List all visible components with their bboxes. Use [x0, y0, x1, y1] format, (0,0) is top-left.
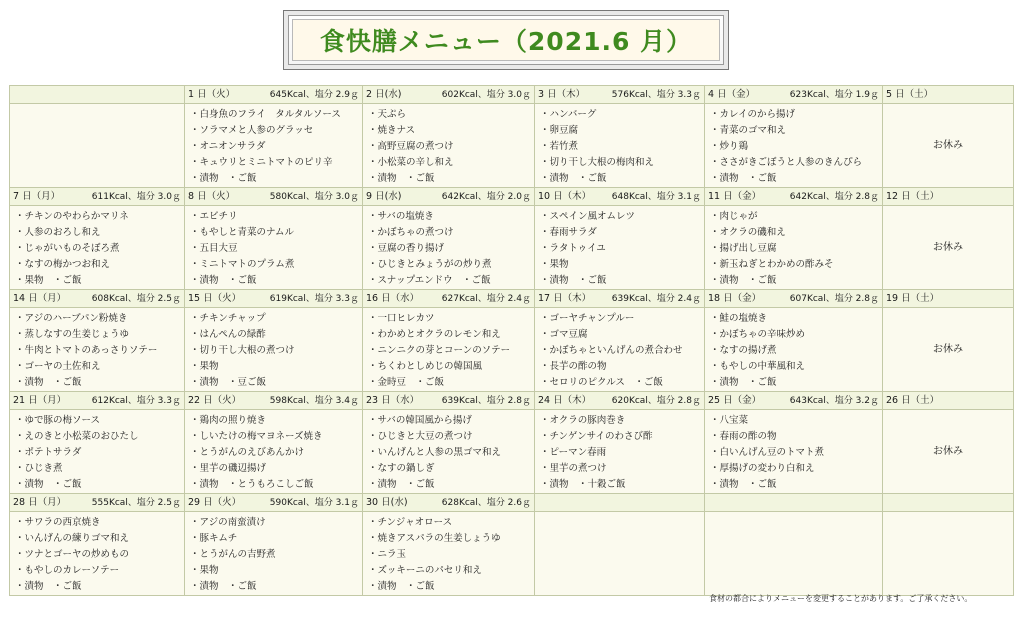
menu-item: ・チンジャオロース — [368, 517, 453, 528]
menu-item: ・ソラマメと人参のグラッセ — [190, 125, 314, 136]
menu-item: ・漬物 ・十穀ご飯 — [540, 479, 626, 490]
menu-item: ・わかめとオクラのレモン和え — [368, 329, 501, 340]
menu-item: ・ちくわとしめじの韓国風 — [368, 361, 483, 372]
title-plaque — [283, 10, 729, 70]
day-header-cell — [10, 494, 185, 512]
menu-item: ・春雨の酢の物 — [710, 431, 777, 442]
day-header-cell — [535, 494, 705, 512]
day-date: 9 日(水) — [366, 190, 402, 202]
menu-item: ・ラタトゥイユ — [540, 243, 606, 254]
menu-item: ・カレイのから揚げ — [710, 109, 796, 120]
day-menu-cell — [363, 308, 535, 392]
day-menu-cell — [705, 512, 883, 596]
day-date: 26 日（土） — [886, 394, 940, 406]
day-header — [185, 496, 362, 510]
day-menu-cell — [10, 104, 185, 188]
menu-item: ・ピーマン春雨 — [540, 447, 607, 458]
day-menu-cell — [363, 104, 535, 188]
day-header-cell — [10, 188, 185, 206]
menu-item: ・ツナとゴーヤの炒めもの — [15, 549, 130, 560]
day-header — [705, 292, 882, 306]
menu-item: ・セロリのピクルス ・ご飯 — [540, 377, 663, 388]
menu-list — [10, 410, 184, 493]
day-header-cell — [363, 392, 535, 410]
day-date: 18 日（金） — [708, 292, 762, 304]
day-menu-cell — [535, 512, 705, 596]
day-header — [535, 88, 704, 102]
day-menu-cell — [10, 308, 185, 392]
menu-item: ・果物 ・ご飯 — [15, 275, 82, 286]
menu-item: ・なすの鍋しぎ — [368, 463, 435, 474]
day-header — [363, 496, 534, 510]
menu-item: ・鶏肉の照り焼き — [190, 415, 267, 426]
menu-item: ・八宝菜 — [710, 415, 749, 426]
menu-list — [705, 104, 882, 187]
footnote: 食材の都合によりメニューを変更することがあります。ご了承ください。 — [709, 594, 973, 603]
menu-item: ・ポテトサラダ — [15, 447, 82, 458]
menu-item: ・若竹煮 — [540, 141, 579, 152]
day-date: 3 日（木） — [538, 88, 586, 100]
day-header — [535, 190, 704, 204]
day-date: 21 日（月） — [13, 394, 67, 406]
day-calorie-salt: 608Kcal、塩分 2.5ｇ — [91, 293, 181, 304]
week-menu-row — [10, 104, 1014, 188]
day-calorie-salt: 648Kcal、塩分 3.1ｇ — [611, 191, 701, 202]
menu-item: ・ゆで豚の梅ソース — [15, 415, 101, 426]
menu-item: ・ハンバーグ — [540, 109, 597, 120]
day-menu-cell — [363, 512, 535, 596]
menu-item: ・里芋の磯辺揚げ — [190, 463, 267, 474]
week-header-row — [10, 494, 1014, 512]
day-date: 30 日(水) — [366, 496, 408, 508]
menu-item: ・スナップエンドウ ・ご飯 — [368, 275, 491, 286]
menu-item: ・ささがきごぼうと人参のきんぴら — [710, 157, 863, 168]
menu-item: ・春雨サラダ — [540, 227, 597, 238]
week-menu-row — [10, 512, 1014, 596]
day-menu-cell — [535, 206, 705, 290]
day-header-cell — [185, 188, 363, 206]
menu-item: ・かぼちゃの煮つけ — [368, 227, 454, 238]
menu-list — [185, 308, 362, 391]
menu-item: ・五目大豆 — [190, 243, 238, 254]
day-calorie-salt: 612Kcal、塩分 3.3ｇ — [91, 395, 181, 406]
day-calorie-salt: 642Kcal、塩分 2.8ｇ — [789, 191, 879, 202]
menu-list — [705, 410, 882, 493]
menu-item: ・もやしのカレーソテー — [15, 565, 120, 576]
day-header — [185, 292, 362, 306]
day-date: 2 日(水) — [366, 88, 402, 100]
menu-list — [10, 206, 184, 289]
menu-item: ・オニオンサラダ — [190, 141, 266, 152]
menu-item: ・果物 — [190, 361, 219, 372]
menu-item: ・しいたけの梅マヨネーズ焼き — [190, 431, 323, 442]
closed-label: お休み — [933, 343, 963, 355]
menu-item: ・かぼちゃの辛味炒め — [710, 329, 806, 340]
menu-item: ・ニンニクの芽とコーンのソテー — [368, 345, 511, 356]
menu-item: ・なすの揚げ煮 — [710, 345, 777, 356]
menu-item: ・サワラの西京焼き — [15, 517, 101, 528]
menu-item: ・アジの南蛮漬け — [190, 517, 266, 528]
day-header-cell — [535, 392, 705, 410]
menu-item: ・切り干し大根の煮つけ — [190, 345, 295, 356]
day-header-cell — [883, 86, 1014, 104]
day-header-cell — [535, 86, 705, 104]
day-date: 22 日（火） — [188, 394, 242, 406]
menu-item: ・漬物 ・ご飯 — [540, 275, 607, 286]
day-menu-cell — [883, 410, 1014, 494]
menu-item: ・エビチリ — [190, 211, 238, 222]
day-date: 7 日（月） — [13, 190, 61, 202]
day-calorie-salt: 619Kcal、塩分 3.3ｇ — [269, 293, 359, 304]
day-date: 10 日（木） — [538, 190, 592, 202]
day-header — [185, 88, 362, 102]
menu-list — [705, 308, 882, 391]
day-header — [10, 394, 184, 408]
menu-item: ・アジのハーブパン粉焼き — [15, 313, 128, 324]
day-header-cell — [185, 494, 363, 512]
day-menu-cell — [705, 104, 883, 188]
day-date: 25 日（金） — [708, 394, 762, 406]
menu-list — [185, 104, 362, 187]
week-header-row — [10, 392, 1014, 410]
menu-item: ・漬物 ・ご飯 — [15, 581, 82, 592]
day-header-cell — [705, 392, 883, 410]
menu-list — [535, 410, 704, 493]
day-date: 14 日（月） — [13, 292, 67, 304]
day-menu-cell — [10, 410, 185, 494]
menu-item: ・金時豆 ・ご飯 — [368, 377, 445, 388]
menu-item: ・サバの塩焼き — [368, 211, 434, 222]
day-header — [883, 88, 1013, 102]
menu-item: ・漬物 ・ご飯 — [710, 275, 777, 286]
menu-item: ・サバの韓国風から揚げ — [368, 415, 472, 426]
day-calorie-salt: 639Kcal、塩分 2.4ｇ — [611, 293, 701, 304]
day-calorie-salt: 580Kcal、塩分 3.0ｇ — [269, 191, 359, 202]
day-header — [10, 496, 184, 510]
day-header-cell — [363, 188, 535, 206]
day-menu-cell — [535, 104, 705, 188]
day-header-cell — [10, 392, 185, 410]
menu-item: ・ニラ玉 — [368, 549, 407, 560]
menu-item: ・ひじきと大豆の煮つけ — [368, 431, 473, 442]
day-menu-cell — [363, 410, 535, 494]
day-menu-cell — [10, 206, 185, 290]
menu-item: ・キュウリとミニトマトのピリ辛 — [190, 157, 333, 168]
day-date: 4 日（金） — [708, 88, 756, 100]
day-menu-cell — [535, 308, 705, 392]
day-header — [705, 394, 882, 408]
day-calorie-salt: 555Kcal、塩分 2.5ｇ — [91, 497, 181, 508]
menu-item: ・ゴーヤチャンプルー — [540, 313, 635, 324]
menu-list — [10, 512, 184, 595]
menu-list — [185, 512, 362, 595]
day-header — [883, 190, 1013, 204]
day-menu-cell — [363, 206, 535, 290]
day-header-cell — [883, 188, 1014, 206]
menu-item: ・とうがんのえびあんかけ — [190, 447, 305, 458]
week-header-row — [10, 86, 1014, 104]
day-header-cell — [185, 86, 363, 104]
day-date: 24 日（木） — [538, 394, 592, 406]
day-menu-cell — [535, 410, 705, 494]
menu-item: ・漬物 ・豆ご飯 — [190, 377, 267, 388]
menu-list — [363, 410, 534, 493]
week-menu-row — [10, 206, 1014, 290]
menu-item: ・豆腐の香り揚げ — [368, 243, 445, 254]
menu-item: ・漬物 ・ご飯 — [190, 275, 257, 286]
day-header — [10, 190, 184, 204]
day-menu-cell — [185, 104, 363, 188]
day-header — [535, 394, 704, 408]
menu-item: ・なすの梅かつお和え — [15, 259, 111, 270]
menu-item: ・チキンのやわらかマリネ — [15, 211, 129, 222]
week-menu-row — [10, 410, 1014, 494]
menu-item: ・果物 — [540, 259, 569, 270]
day-header-cell — [10, 86, 185, 104]
day-header — [883, 394, 1013, 408]
day-header — [883, 292, 1013, 306]
menu-item: ・切り干し大根の梅肉和え — [540, 157, 655, 168]
day-date: 17 日（木） — [538, 292, 592, 304]
menu-item: ・はんぺんの緑酢 — [190, 329, 266, 340]
title-panel — [292, 19, 720, 61]
menu-item: ・漬物 ・ご飯 — [710, 173, 777, 184]
week-header-row — [10, 290, 1014, 308]
day-calorie-salt: 590Kcal、塩分 3.1ｇ — [269, 497, 359, 508]
day-header-cell — [363, 290, 535, 308]
day-header-cell — [705, 188, 883, 206]
day-calorie-salt: 645Kcal、塩分 2.9ｇ — [269, 89, 359, 100]
menu-item: ・もやしの中華風和え — [710, 361, 806, 372]
day-calorie-salt: 643Kcal、塩分 3.2ｇ — [789, 395, 879, 406]
day-menu-cell — [705, 206, 883, 290]
day-menu-cell — [883, 206, 1014, 290]
day-header — [705, 88, 882, 102]
menu-item: ・鮭の塩焼き — [710, 313, 768, 324]
menu-list — [363, 308, 534, 391]
day-header — [363, 394, 534, 408]
menu-item: ・ゴーヤの土佐和え — [15, 361, 101, 372]
day-menu-cell — [883, 308, 1014, 392]
day-header — [363, 292, 534, 306]
day-date: 15 日（火） — [188, 292, 242, 304]
day-calorie-salt: 598Kcal、塩分 3.4ｇ — [269, 395, 359, 406]
menu-item: ・揚げ出し豆腐 — [710, 243, 777, 254]
day-header — [363, 190, 534, 204]
day-menu-cell — [705, 308, 883, 392]
day-calorie-salt: 611Kcal、塩分 3.0ｇ — [91, 191, 181, 202]
menu-item: ・里芋の煮つけ — [540, 463, 607, 474]
menu-list — [363, 104, 534, 187]
day-header — [185, 190, 362, 204]
day-date: 11 日（金） — [708, 190, 762, 202]
day-header-cell — [883, 392, 1014, 410]
day-calorie-salt: 607Kcal、塩分 2.8ｇ — [789, 293, 879, 304]
day-menu-cell — [185, 206, 363, 290]
week-menu-row — [10, 308, 1014, 392]
menu-list — [10, 308, 184, 391]
menu-item: ・白身魚のフライ タルタルソース — [190, 109, 341, 120]
menu-item: ・漬物 ・ご飯 — [540, 173, 607, 184]
menu-list — [535, 206, 704, 289]
day-header-cell — [883, 290, 1014, 308]
menu-item: ・いんげんの練りゴマ和え — [15, 533, 130, 544]
menu-item: ・一口ヒレカツ — [368, 313, 435, 324]
day-menu-cell — [185, 308, 363, 392]
menu-item: ・牛肉とトマトのあっさりソテー — [15, 345, 158, 356]
day-header-cell — [185, 392, 363, 410]
menu-item: ・高野豆腐の煮つけ — [368, 141, 454, 152]
menu-item: ・白いんげん豆のトマト煮 — [710, 447, 825, 458]
day-header-cell — [883, 494, 1014, 512]
menu-item: ・漬物 ・ご飯 — [368, 173, 435, 184]
day-date: 1 日（火） — [188, 88, 236, 100]
day-date: 8 日（火） — [188, 190, 236, 202]
menu-item: ・チンゲンサイのわさび酢 — [540, 431, 653, 442]
day-date: 12 日（土） — [886, 190, 940, 202]
menu-item: ・人参のおろし和え — [15, 227, 101, 238]
day-header-cell — [10, 290, 185, 308]
menu-item: ・ミニトマトのプラム煮 — [190, 259, 295, 270]
day-calorie-salt: 627Kcal、塩分 2.4ｇ — [441, 293, 531, 304]
day-menu-cell — [705, 410, 883, 494]
day-date: 5 日（土） — [886, 88, 934, 100]
menu-item: ・かぼちゃといんげんの煮合わせ — [540, 345, 683, 356]
closed-label: お休み — [933, 139, 963, 151]
menu-item: ・ひじきとみょうがの炒り煮 — [368, 259, 492, 270]
menu-item: ・ゴマ豆腐 — [540, 329, 588, 340]
day-header-cell — [363, 86, 535, 104]
menu-list — [185, 410, 362, 493]
day-header — [705, 190, 882, 204]
day-header — [10, 292, 184, 306]
menu-item: ・焼きアスパラの生姜しょうゆ — [368, 533, 501, 544]
calendar-body — [10, 86, 1014, 596]
menu-list — [705, 206, 882, 289]
day-calorie-salt: 628Kcal、塩分 2.6ｇ — [441, 497, 531, 508]
menu-item: ・漬物 ・ご飯 — [15, 377, 82, 388]
day-header — [185, 394, 362, 408]
day-header-cell — [535, 290, 705, 308]
menu-item: ・卵豆腐 — [540, 125, 579, 136]
day-date: 23 日（水） — [366, 394, 420, 406]
menu-item: ・チキンチャップ — [190, 313, 266, 324]
day-header-cell — [705, 494, 883, 512]
menu-item: ・新玉ねぎとわかめの酢みそ — [710, 259, 834, 270]
menu-item: ・とうがんの吉野煮 — [190, 549, 276, 560]
menu-item: ・肉じゃが — [710, 211, 758, 222]
menu-item: ・オクラの豚肉巻き — [540, 415, 626, 426]
menu-item: ・漬物 ・ご飯 — [190, 581, 257, 592]
day-date: 29 日（火） — [188, 496, 242, 508]
menu-item: ・もやしと青菜のナムル — [190, 227, 295, 238]
menu-item: ・いんげんと人参の黒ゴマ和え — [368, 447, 502, 458]
menu-item: ・じゃがいものそぼろ煮 — [15, 243, 120, 254]
menu-list — [363, 206, 534, 289]
day-menu-cell — [883, 512, 1014, 596]
day-header-cell — [705, 86, 883, 104]
menu-item: ・蒸しなすの生姜じょうゆ — [15, 329, 130, 340]
day-date: 16 日（水） — [366, 292, 420, 304]
menu-item: ・長芋の酢の物 — [540, 361, 607, 372]
week-header-row — [10, 188, 1014, 206]
day-menu-cell — [10, 512, 185, 596]
menu-item: ・えのきと小松菜のおひたし — [15, 431, 139, 442]
menu-item: ・漬物 ・ご飯 — [15, 479, 82, 490]
day-calorie-salt: 576Kcal、塩分 3.3ｇ — [611, 89, 701, 100]
menu-list — [535, 104, 704, 187]
menu-item: ・漬物 ・とうもろこしご飯 — [190, 479, 314, 490]
menu-item: ・炒り鶏 — [710, 141, 749, 152]
day-calorie-salt: 639Kcal、塩分 2.8ｇ — [441, 395, 531, 406]
day-menu-cell — [185, 512, 363, 596]
day-header — [363, 88, 534, 102]
menu-item: ・ズッキーニのパセリ和え — [368, 565, 482, 576]
menu-item: ・果物 — [190, 565, 219, 576]
day-header — [535, 292, 704, 306]
menu-item: ・漬物 ・ご飯 — [368, 479, 435, 490]
menu-item: ・漬物 ・ご飯 — [190, 173, 257, 184]
day-menu-cell — [185, 410, 363, 494]
day-calorie-salt: 642Kcal、塩分 2.0ｇ — [441, 191, 531, 202]
day-date: 28 日（月） — [13, 496, 67, 508]
menu-item: ・オクラの磯和え — [710, 227, 786, 238]
day-date: 19 日（土） — [886, 292, 940, 304]
menu-item: ・漬物 ・ご飯 — [710, 377, 777, 388]
menu-list — [185, 206, 362, 289]
day-calorie-salt: 602Kcal、塩分 3.0ｇ — [441, 89, 531, 100]
menu-item: ・豚キムチ — [190, 533, 238, 544]
day-calorie-salt: 623Kcal、塩分 1.9ｇ — [789, 89, 879, 100]
menu-calendar — [9, 85, 1014, 596]
menu-list — [535, 308, 704, 391]
menu-item: ・青菜のゴマ和え — [710, 125, 787, 136]
menu-item: ・小松菜の辛し和え — [368, 157, 454, 168]
menu-item: ・漬物 ・ご飯 — [710, 479, 777, 490]
closed-label: お休み — [933, 241, 963, 253]
menu-item: ・スペイン風オムレツ — [540, 211, 636, 222]
menu-item: ・漬物 ・ご飯 — [368, 581, 435, 592]
day-header-cell — [185, 290, 363, 308]
day-header-cell — [705, 290, 883, 308]
page-title: 食快膳メニュー（2021.6 月） — [319, 27, 693, 56]
day-menu-cell — [883, 104, 1014, 188]
menu-item: ・焼きナス — [368, 125, 416, 136]
menu-item: ・厚揚げの変わり白和え — [710, 463, 815, 474]
menu-list — [363, 512, 534, 595]
menu-item: ・天ぷら — [368, 109, 407, 120]
menu-item: ・ひじき煮 — [15, 463, 63, 474]
day-calorie-salt: 620Kcal、塩分 2.8ｇ — [611, 395, 701, 406]
day-header-cell — [535, 188, 705, 206]
day-header-cell — [363, 494, 535, 512]
closed-label: お休み — [933, 445, 963, 457]
